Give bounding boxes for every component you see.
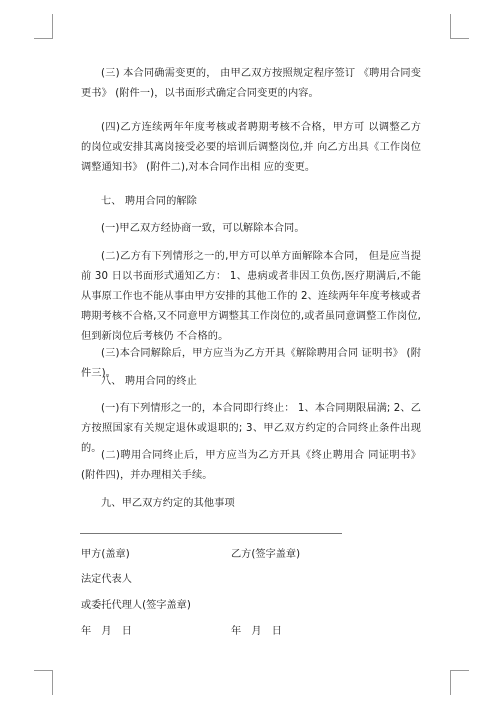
paragraph-expiration-certificate: (二)聘用合同终止后，甲方应当为乙方开具《终止聘用合 同证明书》 (附件四)，并办理相关手续。 xyxy=(81,450,421,481)
legal-representative-label: 法定代表人 xyxy=(81,574,132,585)
paragraph-change-amendment: (三) 本合同确需变更的， 由甲乙双方按照规定程序签订 《聘用合同变更书》 (附件一)，以书面形式确定合同变更的内容。 xyxy=(81,68,421,99)
paragraph-unilateral-termination: (二)乙方有下列情形之一的,甲方可以单方面解除本合同， 但是应当提前 30 日以书面形式通知乙方： 1、患病或者非因工负伤,医疗期满后,不能从事原工作也不能从事由甲方安排的其他工作的 2、连续两年年度考核或者聘期考核不合格,又不同意甲方调整其工作岗位的,或者虽同意调整工作岗位,但到新岗位后考核仍 不合格的。 xyxy=(81,251,421,342)
party-a-date: 年 月 日 xyxy=(81,626,132,637)
crop-mark-bottom-left xyxy=(34,670,53,695)
authorized-agent-label: 或委托代理人(签字盖章) xyxy=(81,600,191,611)
section-heading-expiration: 八、 聘用合同的终止 xyxy=(101,376,197,387)
section-heading-termination: 七、 聘用合同的解除 xyxy=(101,196,197,207)
section-heading-other-matters: 九、甲乙双方约定的其他事项 xyxy=(101,498,235,509)
party-a-label: 甲方(盖章) xyxy=(81,549,130,560)
paragraph-mutual-termination: (一)甲乙双方经协商一致，可以解除本合同。 xyxy=(101,223,305,234)
crop-mark-bottom-right xyxy=(450,670,469,695)
paragraph-expiration-conditions: (一)有下列情形之一的，本合同即行终止： 1、本合同期限届满; 2、乙方按照国家有关规定退休或退职的; 3、甲乙双方约定的合同终止条件出现的。 xyxy=(81,403,421,454)
paragraph-position-adjustment: (四)乙方连续两年年度考核或者聘期考核不合格，甲方可 以调整乙方的岗位或安排其离岗接受必要的培训后调整岗位,并 向乙方出具《工作岗位调整通知书》 (附件二),对本合同作出相 应的变更。 xyxy=(81,122,421,173)
crop-mark-top-right xyxy=(450,14,469,39)
crop-mark-top-left xyxy=(34,14,53,39)
party-b-date: 年 月 日 xyxy=(231,626,282,637)
other-matters-blank-line xyxy=(80,533,342,534)
paragraph-termination-certificate: (三)本合同解除后，甲方应当为乙方开具《解除聘用合同 证明书》 (附件三)。 xyxy=(81,348,421,379)
party-b-label: 乙方(签字盖章) xyxy=(231,549,301,560)
